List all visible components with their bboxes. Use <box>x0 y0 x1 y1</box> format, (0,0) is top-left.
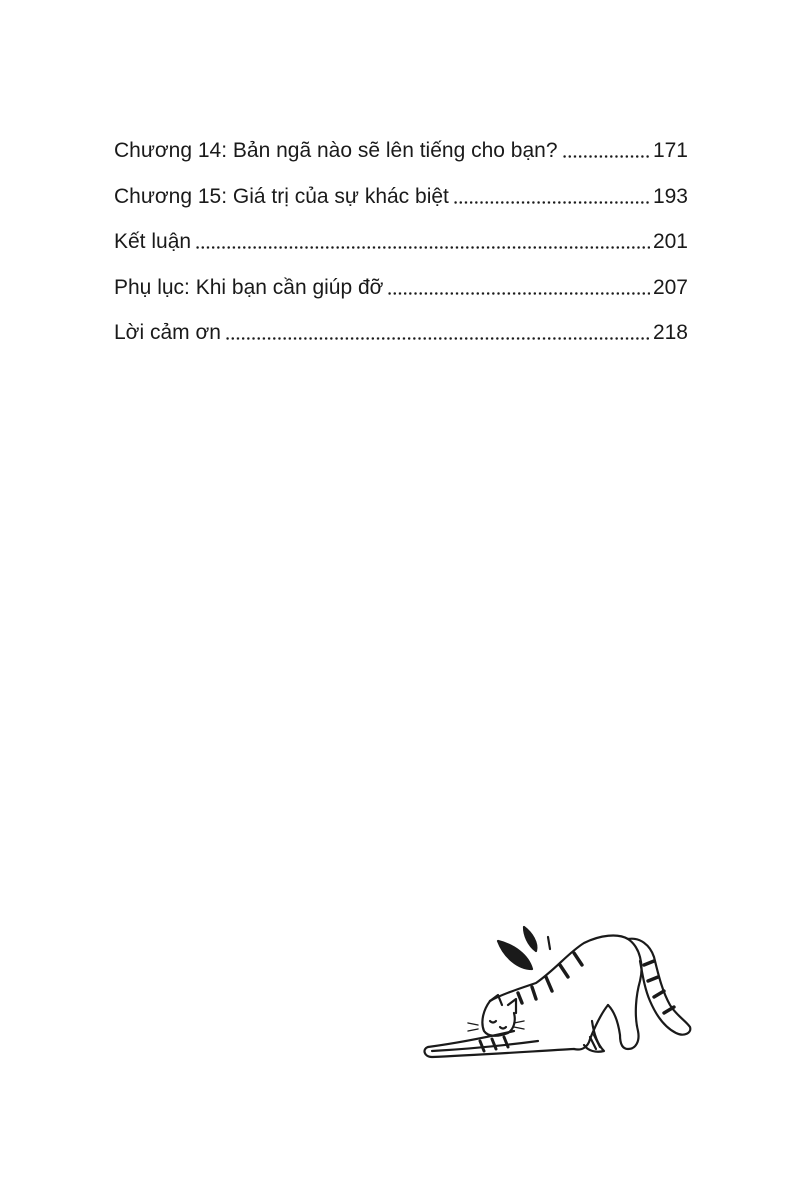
toc-leader-dots <box>562 140 650 161</box>
toc-leader-dots <box>453 186 650 207</box>
toc-entry-title: Lời cảm ơn <box>114 321 221 344</box>
toc-leader-dots <box>387 277 650 298</box>
toc-entry-page: 218 <box>652 321 688 344</box>
toc-entry-page: 171 <box>652 139 688 162</box>
toc-entry <box>114 174 688 220</box>
toc-entry-title: Chương 15: Giá trị của sự khác biệt <box>114 184 449 208</box>
toc-entry-page: 207 <box>652 275 688 299</box>
toc-entry <box>114 128 688 174</box>
toc-entry-page: 201 <box>652 230 688 253</box>
toc-entry-title: Chương 14: Bản ngã nào sẽ lên tiếng cho bạn? <box>114 139 558 162</box>
toc-leader-dots <box>225 322 650 343</box>
toc-entry-title: Kết luận <box>114 230 192 253</box>
table-of-contents <box>114 128 688 356</box>
toc-entry-page: 193 <box>652 184 688 208</box>
toc-leader-dots <box>195 231 650 252</box>
toc-entry <box>114 310 688 356</box>
toc-entry-title: Phụ lục: Khi bạn cần giúp đỡ <box>114 275 384 299</box>
toc-entry <box>114 265 688 311</box>
stretching-cat-icon <box>418 925 698 1065</box>
toc-entry <box>114 219 688 265</box>
